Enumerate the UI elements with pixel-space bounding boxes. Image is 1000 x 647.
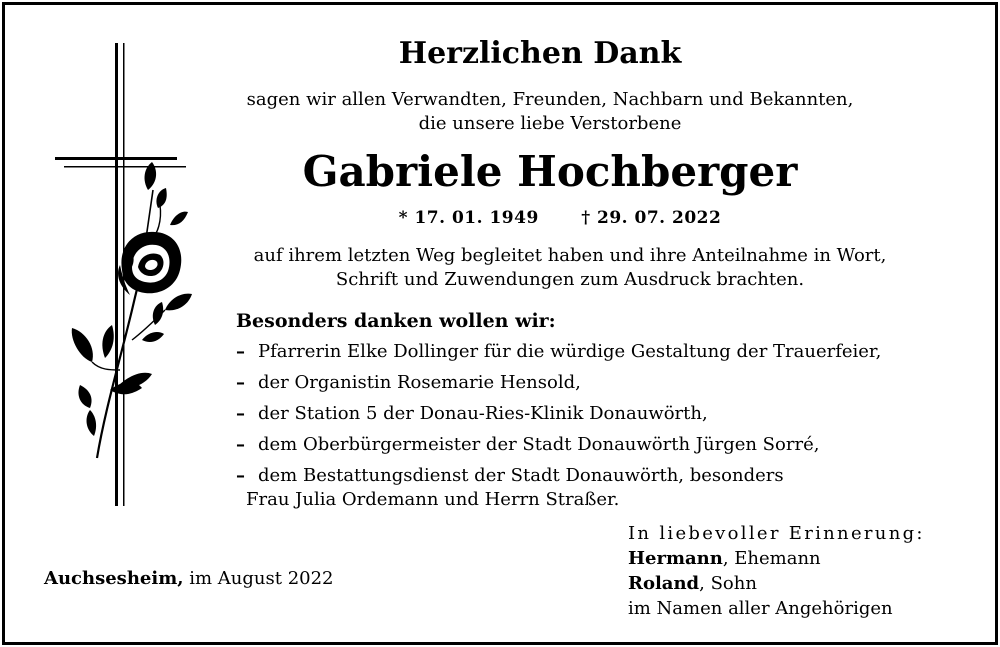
signature-family: im Namen aller Angehörigen xyxy=(628,598,893,619)
place-town: Auchsesheim, xyxy=(44,568,184,589)
signature-block xyxy=(628,521,925,621)
signature-person-1: Hermann, Ehemann xyxy=(628,548,821,569)
body-line-1: auf ihrem letzten Weg begleitet haben und ihre Anteilnahme in Wort, xyxy=(253,245,887,266)
body-text xyxy=(220,244,920,292)
signature-person-2: Roland, Sohn xyxy=(628,573,757,594)
place-month: im August 2022 xyxy=(189,568,334,589)
signature-intro: In liebevoller Erinnerung: xyxy=(628,523,925,544)
intro-line-2: die unsere liebe Verstorbene xyxy=(418,113,682,134)
intro-line-1: sagen wir allen Verwandten, Freunden, Nachbarn und Bekannten, xyxy=(246,89,854,110)
cross-with-rose-icon xyxy=(50,40,200,520)
list-item: – Pfarrerin Elke Dollinger für die würdige Gestaltung der Trauerfeier, xyxy=(236,340,956,364)
death-date: † 29. 07. 2022 xyxy=(581,208,722,228)
intro-text xyxy=(230,88,870,136)
list-item: – dem Oberbürgermeister der Stadt Donauwörth Jürgen Sorré, xyxy=(236,433,956,457)
deceased-name: Gabriele Hochberger xyxy=(302,147,798,196)
thanks-list xyxy=(236,340,956,519)
list-item-continuation: Frau Julia Ordemann und Herrn Straßer. xyxy=(246,489,620,510)
list-item: – dem Bestattungsdienst der Stadt Donauwörth, besonders Frau Julia Ordemann und Herrn Straßer. xyxy=(236,464,956,512)
body-line-2: Schrift und Zuwendungen zum Ausdruck brachten. xyxy=(335,269,805,290)
birth-date: * 17. 01. 1949 xyxy=(398,208,539,228)
place-date xyxy=(44,568,334,589)
list-item: – der Station 5 der Donau-Ries-Klinik Donauwörth, xyxy=(236,402,956,426)
list-item: – der Organistin Rosemarie Hensold, xyxy=(236,371,956,395)
notice-title: Herzlichen Dank xyxy=(398,36,682,71)
thanks-heading: Besonders danken wollen wir: xyxy=(236,310,556,332)
life-dates xyxy=(380,208,740,228)
